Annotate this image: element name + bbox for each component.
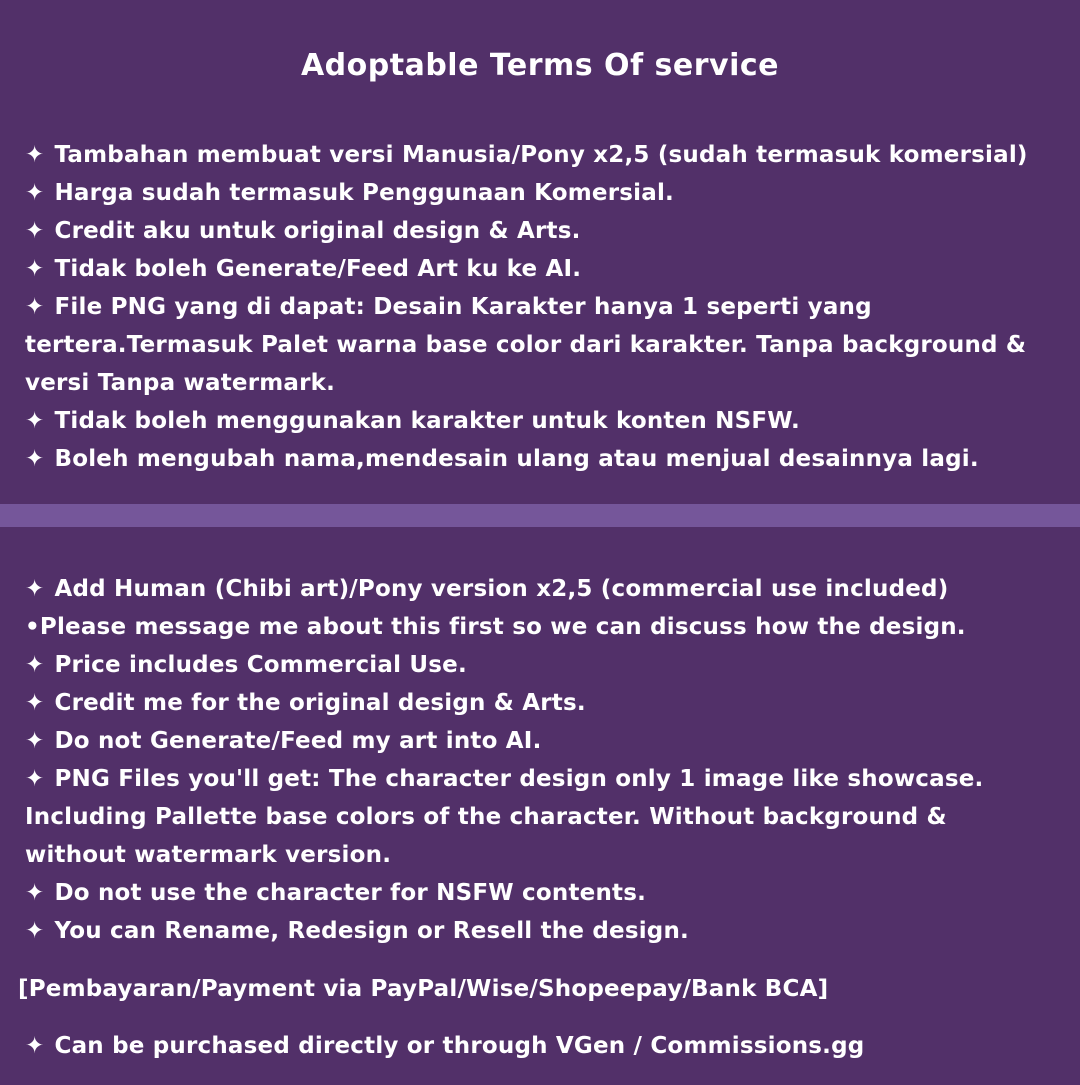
sparkle-icon: ✦ <box>25 142 45 168</box>
list-item <box>25 288 1050 402</box>
payment-methods: [Pembayaran/Payment via PayPal/Wise/Shopeepay/Bank BCA] <box>18 976 829 1002</box>
list-item <box>25 874 1050 912</box>
sparkle-icon: ✦ <box>25 880 45 906</box>
list-item <box>25 570 1050 608</box>
terms-section-english <box>25 570 1050 950</box>
list-item <box>25 760 1050 874</box>
sparkle-icon: ✦ <box>25 728 45 754</box>
term-text: Tambahan membuat versi Manusia/Pony x2,5 (sudah termasuk komersial) <box>54 142 1028 168</box>
term-text: PNG Files you'll get: The character design only 1 image like showcase. Including Pallette base colors of the character. Without background & without watermark version. <box>25 766 984 868</box>
note-line: •Please message me about this first so we can discuss how the design. <box>25 614 966 640</box>
purchase-text: Can be purchased directly or through VGen / Commissions.gg <box>54 1033 865 1059</box>
list-item <box>25 136 1050 174</box>
list-item <box>25 402 1050 440</box>
purchase-info <box>25 1033 864 1059</box>
list-item <box>25 912 1050 950</box>
term-text: Boleh mengubah nama,mendesain ulang atau menjual desainnya lagi. <box>54 446 979 472</box>
term-text: Credit aku untuk original design & Arts. <box>54 218 581 244</box>
list-item <box>25 440 1050 478</box>
sparkle-icon: ✦ <box>25 180 45 206</box>
term-text: Do not use the character for NSFW contents. <box>54 880 647 906</box>
term-text: Price includes Commercial Use. <box>54 652 467 678</box>
list-item <box>25 646 1050 684</box>
sparkle-icon: ✦ <box>25 690 45 716</box>
term-text: Credit me for the original design & Arts. <box>54 690 586 716</box>
sparkle-icon: ✦ <box>25 918 45 944</box>
section-divider <box>0 504 1080 527</box>
term-text: Add Human (Chibi art)/Pony version x2,5 (commercial use included) <box>54 576 949 602</box>
term-text: You can Rename, Redesign or Resell the design. <box>54 918 689 944</box>
list-item <box>25 212 1050 250</box>
sparkle-icon: ✦ <box>25 766 45 792</box>
sparkle-icon: ✦ <box>25 446 45 472</box>
term-text: File PNG yang di dapat: Desain Karakter hanya 1 seperti yang tertera.Termasuk Palet warna base color dari karakter. Tanpa background & versi Tanpa watermark. <box>25 294 1027 396</box>
term-text: Harga sudah termasuk Penggunaan Komersial. <box>54 180 674 206</box>
sparkle-icon: ✦ <box>25 408 45 434</box>
sparkle-icon: ✦ <box>25 576 45 602</box>
page-title: Adoptable Terms Of service <box>300 48 780 83</box>
sparkle-icon: ✦ <box>25 294 45 320</box>
term-text: Do not Generate/Feed my art into AI. <box>54 728 542 754</box>
term-text: Tidak boleh Generate/Feed Art ku ke AI. <box>54 256 582 282</box>
sparkle-icon: ✦ <box>25 218 45 244</box>
list-item <box>25 684 1050 722</box>
sparkle-icon: ✦ <box>25 1033 45 1059</box>
list-item <box>25 722 1050 760</box>
sparkle-icon: ✦ <box>25 652 45 678</box>
list-item <box>25 174 1050 212</box>
term-text: Tidak boleh menggunakan karakter untuk konten NSFW. <box>54 408 800 434</box>
terms-section-indonesian <box>25 136 1050 478</box>
sparkle-icon: ✦ <box>25 256 45 282</box>
list-item <box>25 250 1050 288</box>
